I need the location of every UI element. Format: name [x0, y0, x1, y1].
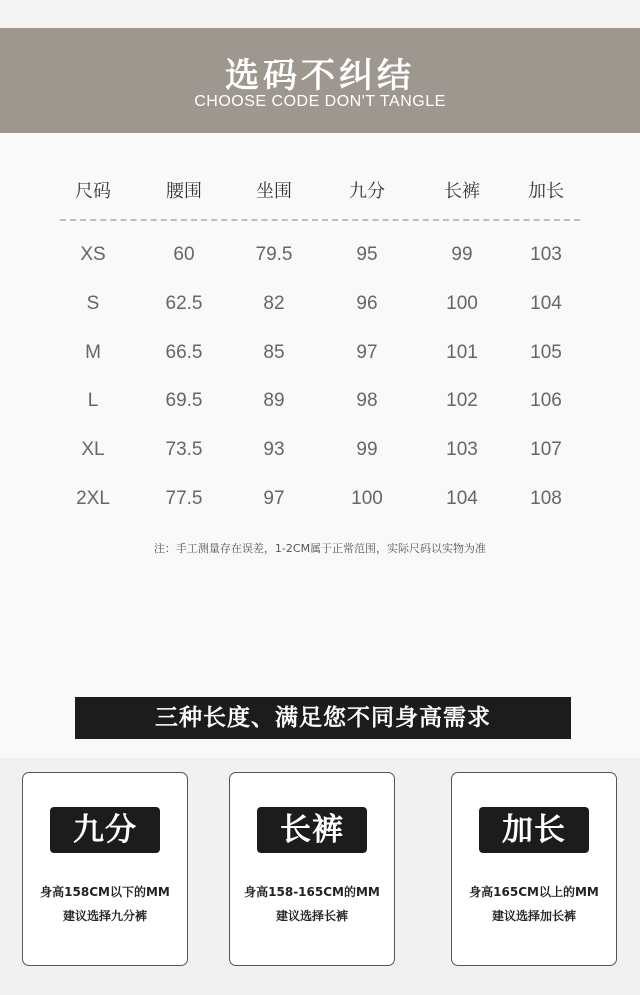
table-cell: 108	[530, 488, 562, 509]
header-size: 尺码	[75, 181, 111, 202]
table-cell: 95	[356, 244, 378, 265]
measurement-note: 注：手工测量存在误差，1-2CM属于正常范围，实际尺码以实物为准	[153, 542, 487, 555]
recommendation-text: 建议选择九分裤	[62, 909, 147, 923]
table-cell: 97	[263, 488, 285, 509]
header-long-pants: 长裤	[444, 181, 480, 202]
table-cell: 89	[263, 390, 285, 411]
height-range-text: 身高158-165CM的MM	[244, 885, 380, 899]
table-cell: 66.5	[165, 342, 203, 363]
table-cell: 69.5	[165, 390, 203, 411]
table-cell: 79.5	[255, 244, 293, 265]
table-cell: 101	[446, 342, 478, 363]
recommendation-text: 建议选择加长裤	[491, 909, 576, 923]
table-cell: 99	[451, 244, 473, 265]
length-banner: 三种长度、满足您不同身高需求	[75, 697, 571, 739]
length-tag: 加长	[479, 807, 589, 853]
table-cell: XL	[81, 439, 105, 460]
table-cell: 97	[356, 342, 378, 363]
table-cell: 96	[356, 293, 378, 314]
table-cell: 105	[530, 342, 562, 363]
table-cell: 100	[351, 488, 383, 509]
table-cell: 62.5	[165, 293, 203, 314]
recommendation-text: 建议选择长裤	[275, 909, 348, 923]
table-cell: 99	[356, 439, 378, 460]
banner-subtitle: CHOOSE CODE DON'T TANGLE	[194, 93, 446, 110]
table-cell: 60	[173, 244, 195, 265]
table-cell: 93	[263, 439, 285, 460]
length-tag: 长裤	[257, 807, 367, 853]
table-cell: XS	[80, 244, 106, 265]
table-cell: 100	[446, 293, 478, 314]
table-cell: L	[87, 390, 99, 411]
header-divider	[60, 219, 580, 221]
height-range-text: 身高158CM以下的MM	[40, 885, 170, 899]
table-cell: 104	[446, 488, 478, 509]
table-cell: 82	[263, 293, 285, 314]
length-tag: 九分	[50, 807, 160, 853]
table-cell: S	[86, 293, 100, 314]
table-cell: 73.5	[165, 439, 203, 460]
table-cell: 85	[263, 342, 285, 363]
length-cards-section	[0, 758, 640, 995]
table-cell: 104	[530, 293, 562, 314]
table-cell: 107	[530, 439, 562, 460]
header-banner	[0, 28, 640, 133]
table-cell: 102	[446, 390, 478, 411]
table-cell: 103	[446, 439, 478, 460]
length-card-ninth	[22, 772, 188, 966]
banner-title: 选码不纠结	[225, 56, 415, 96]
table-cell: 98	[356, 390, 378, 411]
header-extra-long: 加长	[528, 181, 564, 202]
table-cell: 77.5	[165, 488, 203, 509]
height-range-text: 身高165CM以上的MM	[469, 885, 599, 899]
table-cell: 2XL	[76, 488, 110, 509]
table-cell: 106	[530, 390, 562, 411]
header-ninth-length: 九分	[349, 181, 385, 202]
header-hip: 坐围	[256, 181, 292, 202]
length-card-extra-long	[451, 772, 617, 966]
size-table	[0, 133, 640, 758]
table-cell: 103	[530, 244, 562, 265]
table-cell: M	[85, 342, 101, 363]
top-strip	[0, 0, 640, 28]
header-waist: 腰围	[166, 181, 202, 202]
length-card-long	[229, 772, 395, 966]
